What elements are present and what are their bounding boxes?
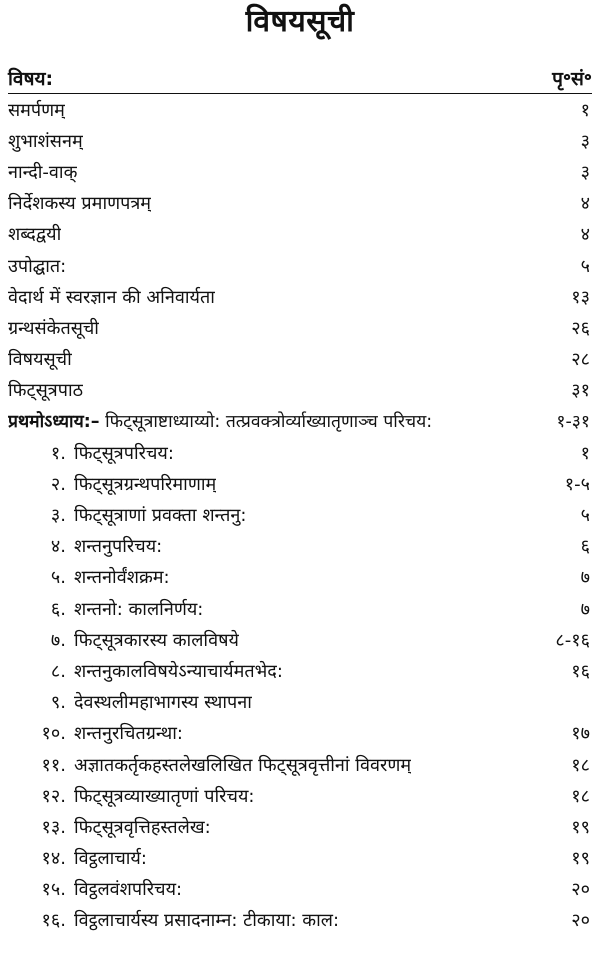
toc-entry (8, 344, 592, 375)
sub-entry-number: १४. (41, 848, 66, 870)
entry-page: १३ (571, 286, 590, 308)
entry-label: विषयसूची (8, 349, 72, 371)
sub-entry-page: २० (571, 910, 590, 932)
sub-entry-page: १६ (571, 660, 590, 682)
sub-entry-page: २० (571, 879, 590, 901)
toc-entry (8, 125, 592, 156)
sub-entry-label: शन्तनोर्वंशक्रम: (74, 567, 170, 589)
toc-entry (8, 188, 592, 219)
sub-entry (8, 718, 592, 749)
entry-label: शुभाशंसनम् (8, 130, 83, 152)
entry-page: ५ (580, 255, 590, 277)
sub-entry (8, 624, 592, 655)
entry-page: ३ (580, 161, 590, 183)
sub-entry-page: ८-१६ (555, 629, 590, 651)
sub-entry-number: १५. (41, 879, 66, 901)
toc-entry (8, 219, 592, 250)
sub-entry-number: १६. (41, 910, 66, 932)
entry-page: ४ (580, 193, 590, 215)
toc-entry (8, 375, 592, 406)
sub-entry (8, 468, 592, 499)
sub-entry (8, 905, 592, 936)
sub-entry (8, 687, 592, 718)
sub-entry (8, 593, 592, 624)
entry-label: निर्देशकस्य प्रमाणपत्रम् (8, 193, 152, 215)
sub-entry-number: १०. (41, 723, 66, 745)
sub-entry (8, 562, 592, 593)
sub-entry-number: ६. (50, 598, 66, 620)
sub-entry-page: १८ (571, 785, 590, 807)
chapter-page-range: १-३१ (556, 412, 590, 433)
toc-entry (8, 312, 592, 343)
entry-label: उपोद्घात: (8, 255, 67, 277)
sub-entry-label: विट्ठलाचार्यस्य प्रसादनाम्न: टीकाया: काल: (74, 910, 340, 932)
sub-entry-label: फिट्सूत्रवृत्तिहस्तलेख: (74, 816, 211, 838)
chapter-number: प्रथमोऽध्याय:– (8, 412, 100, 433)
entry-page: २६ (571, 317, 590, 339)
sub-entry (8, 843, 592, 874)
sub-entry-number: १२. (41, 785, 66, 807)
sub-entry-page: १९ (571, 848, 590, 870)
sub-entry-page: १९ (571, 816, 590, 838)
page-title: विषयसूची (245, 4, 355, 39)
sub-entry (8, 749, 592, 780)
toc-header (8, 64, 592, 92)
page-number-column-header: पृ॰सं॰ (552, 68, 592, 90)
entry-label: फिट्सूत्रपाठ (8, 380, 84, 402)
chapter-heading (8, 409, 432, 433)
sub-entry-number: ३. (50, 505, 66, 527)
toc-list (8, 94, 592, 936)
sub-entry-page: १८ (571, 754, 590, 776)
sub-entry (8, 655, 592, 686)
chapter-heading-row (8, 406, 592, 437)
sub-entry-number: ५. (50, 567, 66, 589)
entry-page: ४ (580, 224, 590, 246)
entry-page: ३१ (571, 380, 590, 402)
sub-entry-page: १-५ (564, 473, 590, 495)
sub-entry-label: फिट्सूत्राणां प्रवक्ता शन्तनु: (74, 505, 247, 527)
sub-entry-label: शन्तनुरचितग्रन्था: (74, 723, 183, 745)
sub-entry-label: शन्तनो: कालनिर्णय: (74, 598, 204, 620)
toc-entry (8, 94, 592, 125)
entry-page: १ (580, 99, 590, 121)
entry-label: वेदार्थ में स्वरज्ञान की अनिवार्यता (8, 286, 215, 308)
sub-entry-number: ७. (50, 629, 66, 651)
entry-page: २८ (571, 349, 590, 371)
sub-entry-page: १ (580, 442, 590, 464)
sub-entry (8, 531, 592, 562)
chapter-title: फिट्सूत्राष्टाध्याय्यो: तत्प्रवक्त्रोर्व्याख्यातृणाञ्च परिचय: (105, 412, 433, 433)
sub-entry-label: फिट्सूत्रपरिचय: (74, 442, 174, 464)
sub-entry-number: १३. (41, 816, 66, 838)
toc-entry (8, 156, 592, 187)
sub-entry-label: शन्तनुकालविषयेऽन्याचार्यमतभेद: (74, 660, 283, 682)
sub-entry-label: अज्ञातकर्तृकहस्तलेखलिखित फिट्सूत्रवृत्तीनां विवरणम् (74, 754, 412, 776)
subject-column-header: विषय: (8, 68, 54, 90)
sub-entry-page: १७ (571, 723, 590, 745)
sub-entry (8, 437, 592, 468)
sub-entry (8, 811, 592, 842)
sub-entry-label: फिट्सूत्रव्याख्यातृणां परिचय: (74, 785, 255, 807)
sub-entry-label: विट्ठलाचार्य: (74, 848, 147, 870)
sub-entry-label: विट्ठलवंशपरिचय: (74, 879, 183, 901)
sub-entry-label: फिट्सूत्रकारस्य कालविषये (74, 629, 239, 651)
entry-label: शब्दद्वयी (8, 224, 62, 246)
entry-label: नान्दी-वाक् (8, 161, 78, 183)
sub-entry-label: शन्तनुपरिचय: (74, 536, 163, 558)
sub-entry-page: ७ (580, 567, 590, 589)
entry-label: ग्रन्थसंकेतसूची (8, 317, 99, 339)
entry-page: ३ (580, 130, 590, 152)
sub-entry-number: ४. (50, 536, 66, 558)
sub-entry-number: १. (50, 442, 66, 464)
sub-entry (8, 780, 592, 811)
sub-entry-label: फिट्सूत्रग्रन्थपरिमाणाम् (74, 473, 217, 495)
entry-label: समर्पणम् (8, 99, 65, 121)
sub-entry-number: ११. (41, 754, 66, 776)
sub-entry-page: ५ (580, 505, 590, 527)
toc-entry (8, 281, 592, 312)
sub-entry-page: ६ (580, 536, 590, 558)
sub-entry-number: २. (50, 473, 66, 495)
sub-entry-number: ८. (50, 660, 66, 682)
sub-entry (8, 874, 592, 905)
toc-entry (8, 250, 592, 281)
sub-entry-page: ७ (580, 598, 590, 620)
sub-entry-number: ९. (50, 692, 66, 714)
sub-entry (8, 499, 592, 530)
sub-entry-label: देवस्थलीमहाभागस्य स्थापना (74, 692, 252, 714)
